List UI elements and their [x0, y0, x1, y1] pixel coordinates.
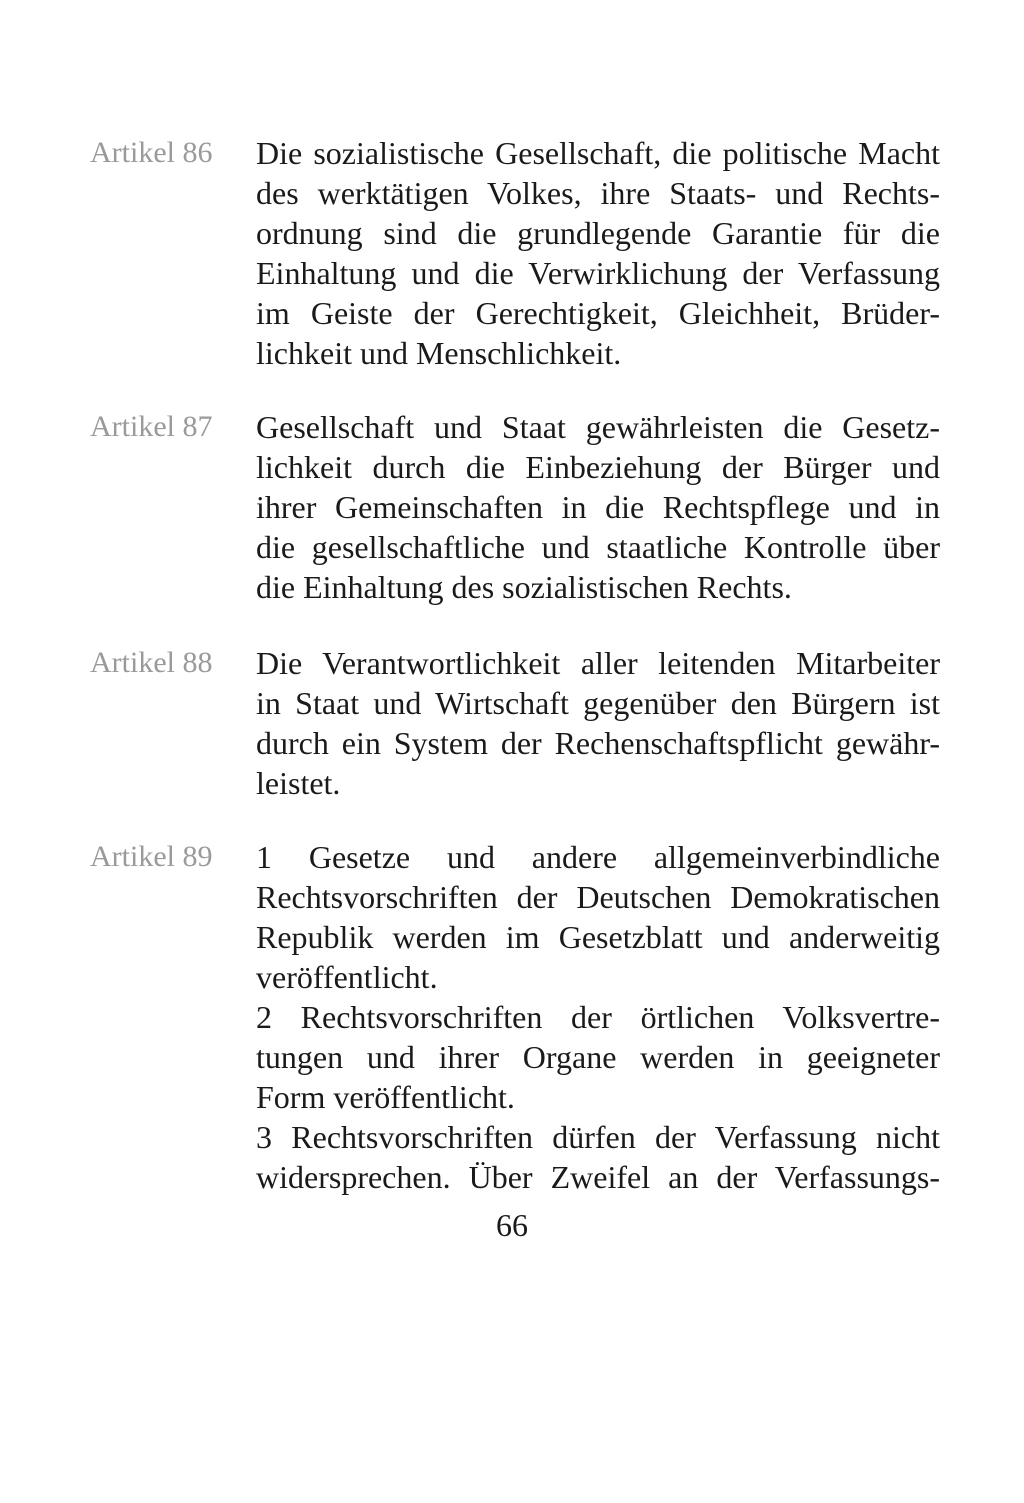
text-line: Die sozialistische Gesellschaft, die politische Macht: [256, 135, 940, 171]
text-line: 2 Rechtsvorschriften der örtlichen Volksvertre-: [256, 999, 940, 1035]
page-number: 66: [496, 1207, 528, 1243]
text-line: in Staat und Wirtschaft gegenüber den Bürgern ist: [256, 685, 940, 721]
text-line: Rechtsvorschriften der Deutschen Demokratischen: [256, 879, 940, 915]
article-body: [256, 407, 940, 607]
text-line: des werktätigen Volkes, ihre Staats- und Rechts-: [256, 175, 940, 211]
text-line: tungen und ihrer Organe werden in geeigneter: [256, 1039, 940, 1075]
article-body: [256, 133, 940, 373]
article-body: [256, 643, 940, 803]
text-line: durch ein System der Rechenschaftspflicht gewähr-: [256, 725, 940, 761]
text-line: veröffentlicht.: [256, 959, 438, 995]
text-line: Form veröffentlicht.: [256, 1079, 515, 1115]
article-label: Artikel 87: [90, 410, 213, 443]
text-line: lichkeit durch die Einbeziehung der Bürger und: [256, 449, 940, 485]
article-label: Artikel 88: [90, 646, 213, 679]
text-line: lichkeit und Menschlichkeit.: [256, 335, 622, 371]
text-line: ihrer Gemeinschaften in die Rechtspflege und in: [256, 489, 940, 525]
text-line: widersprechen. Über Zweifel an der Verfassungs-: [256, 1159, 940, 1195]
article-body: [256, 837, 940, 1197]
text-line: die gesellschaftliche und staatliche Kontrolle über: [256, 529, 940, 565]
text-line: im Geiste der Gerechtigkeit, Gleichheit, Brüder-: [256, 295, 940, 331]
text-line: Einhaltung und die Verwirklichung der Verfassung: [256, 255, 940, 291]
text-line: Republik werden im Gesetzblatt und anderweitig: [256, 919, 940, 955]
text-line: die Einhaltung des sozialistischen Rechts.: [256, 569, 792, 605]
text-line: leistet.: [256, 765, 341, 801]
text-line: Gesellschaft und Staat gewährleisten die Gesetz-: [256, 409, 940, 445]
text-line: 1 Gesetze und andere allgemeinverbindliche: [256, 839, 940, 875]
article-label: Artikel 86: [90, 136, 213, 169]
text-line: ordnung sind die grundlegende Garantie für die: [256, 215, 940, 251]
article-label: Artikel 89: [90, 840, 213, 873]
text-line: Die Verantwortlichkeit aller leitenden Mitarbeiter: [256, 645, 940, 681]
text-line: 3 Rechtsvorschriften dürfen der Verfassung nicht: [256, 1119, 940, 1155]
